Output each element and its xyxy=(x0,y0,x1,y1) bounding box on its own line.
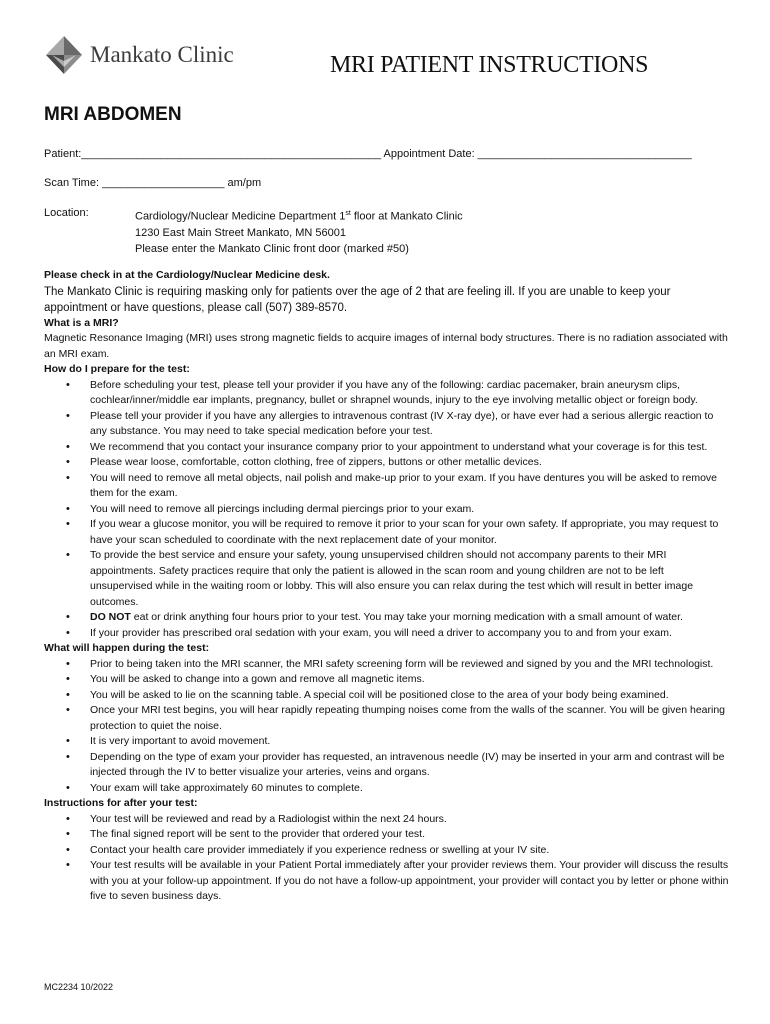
checkin-text: The Mankato Clinic is requiring masking only for patients over the age of 2 that are feeling ill. If you are unable to keep your appointment or have questions, please call (507) 389-8570. xyxy=(44,285,671,314)
during-list xyxy=(44,657,729,797)
list-item: • If your provider has prescribed oral sedation with your exam, you will need a driver to accompany you to and from your exam. xyxy=(90,626,729,642)
list-item: • You will be asked to change into a gown and remove all magnetic items. xyxy=(90,672,729,688)
location-label: Location: xyxy=(44,207,89,219)
list-item: • Please tell your provider if you have any allergies to intravenous contrast (IV X-ray dye), or have ever had a serious allergic reaction to any substance. You may need to take special medication before your test. xyxy=(90,409,729,440)
after-heading: Instructions for after your test: xyxy=(44,797,198,809)
what-is-heading: What is a MRI? xyxy=(44,316,119,329)
list-item: • Please wear loose, comfortable, cotton clothing, free of zippers, buttons or other metallic devices. xyxy=(90,455,729,471)
list-item: • Your test will be reviewed and read by a Radiologist within the next 24 hours. xyxy=(90,812,729,828)
list-item: • Contact your health care provider immediately if you experience redness or swelling at your IV site. xyxy=(90,843,729,859)
list-item: • The final signed report will be sent to the provider that ordered your test. xyxy=(90,827,729,843)
checkin-heading: Please check in at the Cardiology/Nuclear Medicine desk. xyxy=(44,269,330,281)
list-item: • You will be asked to lie on the scanning table. A special coil will be positioned close to the area of your body being examined. xyxy=(90,688,729,704)
list-item: • Depending on the type of exam your provider has requested, an intravenous needle (IV) may be inserted in your arm and contrast will be injected through the IV to better visualize your arteries, veins and organs. xyxy=(90,750,729,781)
list-item: • To provide the best service and ensure your safety, young unsupervised children should not accompany parents to their MRI appointments. Safety practices require that only the patient is allowed in the scan room and young children are not to be left unsupervised while in the waiting room or lobby. This will also ensure you can relax during the test which will result in better image outcomes. xyxy=(90,548,729,610)
list-item: • We recommend that you contact your insurance company prior to your appointment to understand what your coverage is for this test. xyxy=(90,440,729,456)
after-list xyxy=(44,812,729,905)
prepare-list xyxy=(44,378,729,642)
list-item: • If you wear a glucose monitor, you will be required to remove it prior to your scan for your own safety. If appropriate, you may request to have your scan scheduled to coordinate with the next replacement date of your monitor. xyxy=(90,517,729,548)
mankato-clinic-logo-icon xyxy=(44,34,84,76)
instructions-body xyxy=(44,268,729,905)
exam-title: MRI ABDOMEN xyxy=(44,104,182,125)
what-is-text: Magnetic Resonance Imaging (MRI) uses strong magnetic fields to acquire images of internal body structures. There is no radiation associated with an MRI exam. xyxy=(44,332,728,360)
during-heading: What will happen during the test: xyxy=(44,642,210,654)
location-line-1: Cardiology/Nuclear Medicine Department 1st floor at Mankato Clinic xyxy=(135,210,463,223)
list-item: • Once your MRI test begins, you will hear rapidly repeating thumping noises come from the walls of the scanner. You will be given hearing protection to quiet the noise. xyxy=(90,703,729,734)
list-item: • Your test results will be available in your Patient Portal immediately after your provider reviews them. Your provider will discuss the results with you at your follow-up appointment. If you do not have a follow-up appointment, your provider will contact you by letter or phone within five to seven business days. xyxy=(90,858,729,905)
scan-time-line: Scan Time: ____________________ am/pm xyxy=(44,177,262,189)
prepare-heading: How do I prepare for the test: xyxy=(44,363,190,375)
location-line-2: 1230 East Main Street Mankato, MN 56001 xyxy=(135,226,346,239)
clinic-logo xyxy=(44,34,264,78)
location-block xyxy=(135,206,463,257)
list-item: • You will need to remove all piercings including dermal piercings prior to your exam. xyxy=(90,502,729,518)
form-code: MC2234 10/2022 xyxy=(44,982,114,992)
list-item: • Before scheduling your test, please tell your provider if you have any of the following: cardiac pacemaker, brain aneurysm clips, cochlear/inner/middle ear implants, pregnancy, bullet or shrapnel wounds, injury to the eye involving metallic object or foreign body. xyxy=(90,378,729,409)
list-item: • Your exam will take approximately 60 minutes to complete. xyxy=(90,781,729,797)
patient-appointment-line: Patient:_________________________________________________ Appointment Date: ___________________________________ xyxy=(44,148,692,160)
logo-text: Mankato Clinic xyxy=(90,42,234,67)
list-item: • You will need to remove all metal objects, nail polish and make-up prior to your exam. If you have dentures you will be asked to remove them for the exam. xyxy=(90,471,729,502)
list-item: • It is very important to avoid movement. xyxy=(90,734,729,750)
list-item: • DO NOT eat or drink anything four hours prior to your test. You may take your morning medication with a small amount of water. xyxy=(90,610,729,626)
list-item: • Prior to being taken into the MRI scanner, the MRI safety screening form will be reviewed and signed by you and the MRI technologist. xyxy=(90,657,729,673)
document-title: MRI PATIENT INSTRUCTIONS xyxy=(330,52,649,78)
location-line-3: Please enter the Mankato Clinic front door (marked #50) xyxy=(135,242,409,255)
